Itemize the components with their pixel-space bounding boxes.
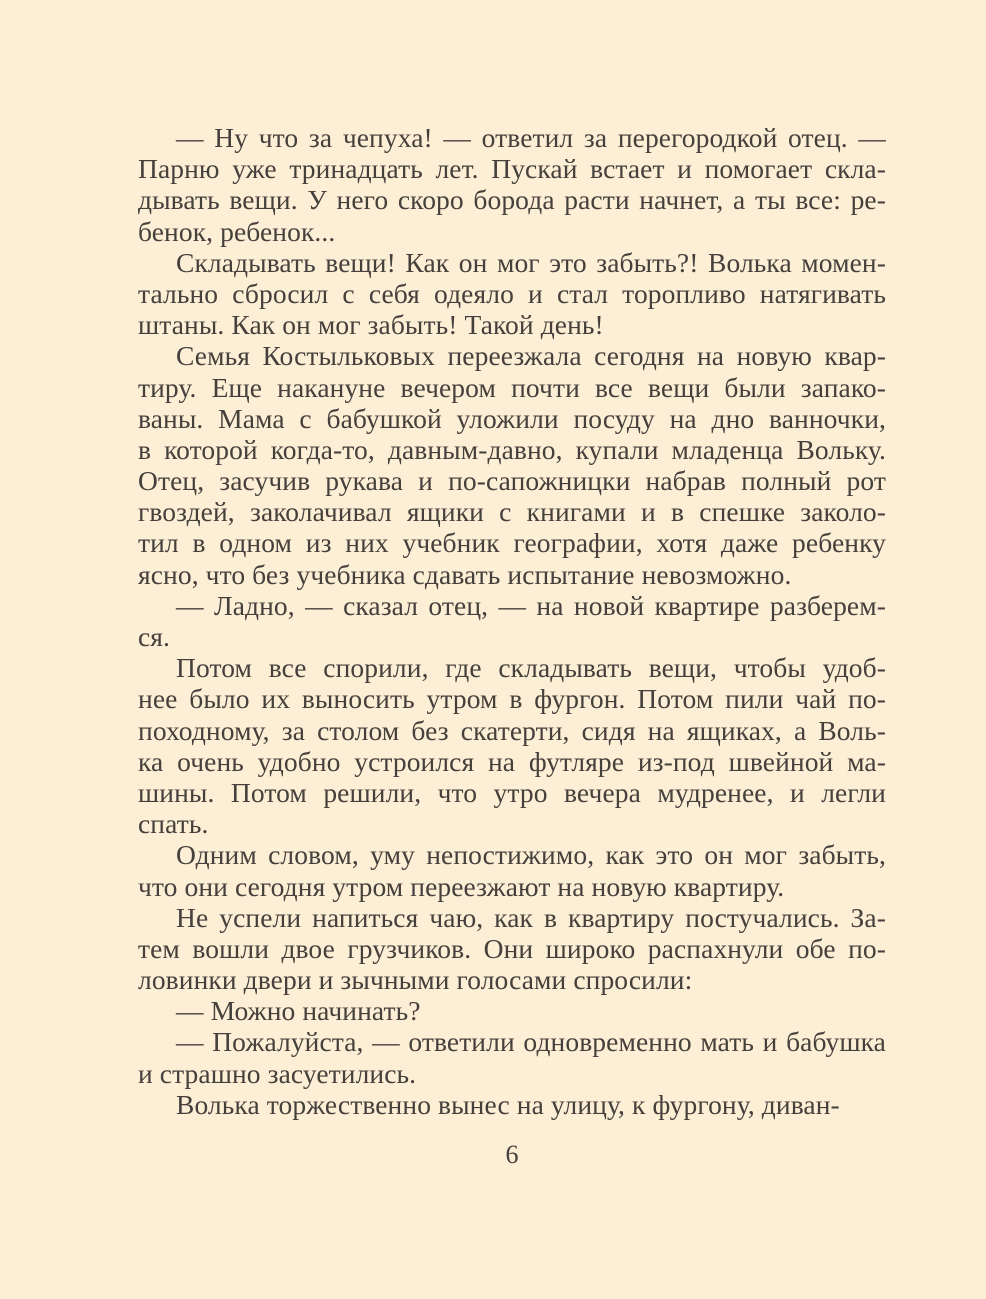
text-line: дывать вещи. У него скоро борода расти начнет, а ты все: ре- [138, 184, 886, 216]
text-line: Волька торжественно вынес на улицу, к фургону, диван- [176, 1088, 840, 1120]
paragraph [138, 590, 886, 652]
text-line: Парню уже тринадцать лет. Пускай встает и помогает скла- [138, 153, 886, 185]
paragraph [138, 340, 886, 590]
text-line: нее было их выносить утром в фургон. Потом пили чай по- [138, 683, 886, 715]
text-line: в которой когда-то, давным-давно, купали младенца Вольку. [138, 433, 886, 465]
text-line: спать. [138, 808, 209, 840]
text-line: тем вошли двое грузчиков. Они широко распахнули обе по- [138, 932, 886, 964]
text-line: Семья Костыльковых переезжала сегодня на новую квар- [176, 340, 886, 372]
text-line: тально сбросил с себя одеяло и стал торопливо натягивать [138, 277, 886, 309]
text-line: — Ну что за чепуха! — ответил за перегородкой отец. — [176, 122, 886, 153]
text-line: бенок, ребенок... [138, 215, 336, 247]
page-text [138, 122, 886, 1120]
text-line: — Можно начинать? [176, 995, 421, 1027]
text-line: тил в одном из них учебник географии, хотя даже ребенку [138, 527, 886, 559]
page-number: 6 [505, 1140, 519, 1169]
paragraph [138, 652, 886, 839]
text-line: Потом все спорили, где складывать вещи, чтобы удоб- [176, 652, 886, 684]
text-line: гвоздей, заколачивал ящики с книгами и в спешке заколо- [138, 496, 886, 528]
text-line: ваны. Мама с бабушкой уложили посуду на дно ванночки, [138, 402, 886, 434]
paragraph [138, 839, 886, 901]
paragraph [138, 902, 886, 996]
text-line: тиру. Еще накануне вечером почти все вещи были запако- [138, 371, 886, 403]
text-line: — Пожалуйста, — ответили одновременно мать и бабушка [176, 1026, 886, 1058]
text-line: ся. [138, 621, 171, 652]
paragraph [138, 995, 886, 1026]
text-line: ка очень удобно устроился на футляре из-под швейной ма- [138, 745, 886, 777]
paragraph [138, 1089, 886, 1120]
paragraph [138, 122, 886, 247]
text-line: ясно, что без учебника сдавать испытание невозможно. [138, 558, 792, 590]
text-line: Отец, засучив рукава и по-сапожницки набрав полный рот [138, 465, 886, 497]
text-line: походному, за столом без скатерти, сидя на ящиках, а Воль- [138, 714, 886, 746]
text-line: — Ладно, — сказал отец, — на новой квартире разберем- [176, 589, 886, 621]
text-line: штаны. Как он мог забыть! Такой день! [138, 309, 604, 341]
text-line: ловинки двери и зычными голосами спросили: [138, 964, 693, 996]
text-line: Не успели напиться чаю, как в квартиру постучались. За- [176, 901, 886, 933]
text-line: шины. Потом решили, что утро вечера мудренее, и легли [138, 776, 886, 808]
text-line: Складывать вещи! Как он мог это забыть?! Волька момен- [176, 246, 886, 278]
text-line: что они сегодня утром переезжают на новую квартиру. [138, 870, 785, 902]
paragraph [138, 1026, 886, 1088]
paragraph [138, 247, 886, 341]
text-line: Одним словом, уму непостижимо, как это он мог забыть, [176, 839, 886, 871]
text-line: и страшно засуетились. [138, 1057, 417, 1089]
